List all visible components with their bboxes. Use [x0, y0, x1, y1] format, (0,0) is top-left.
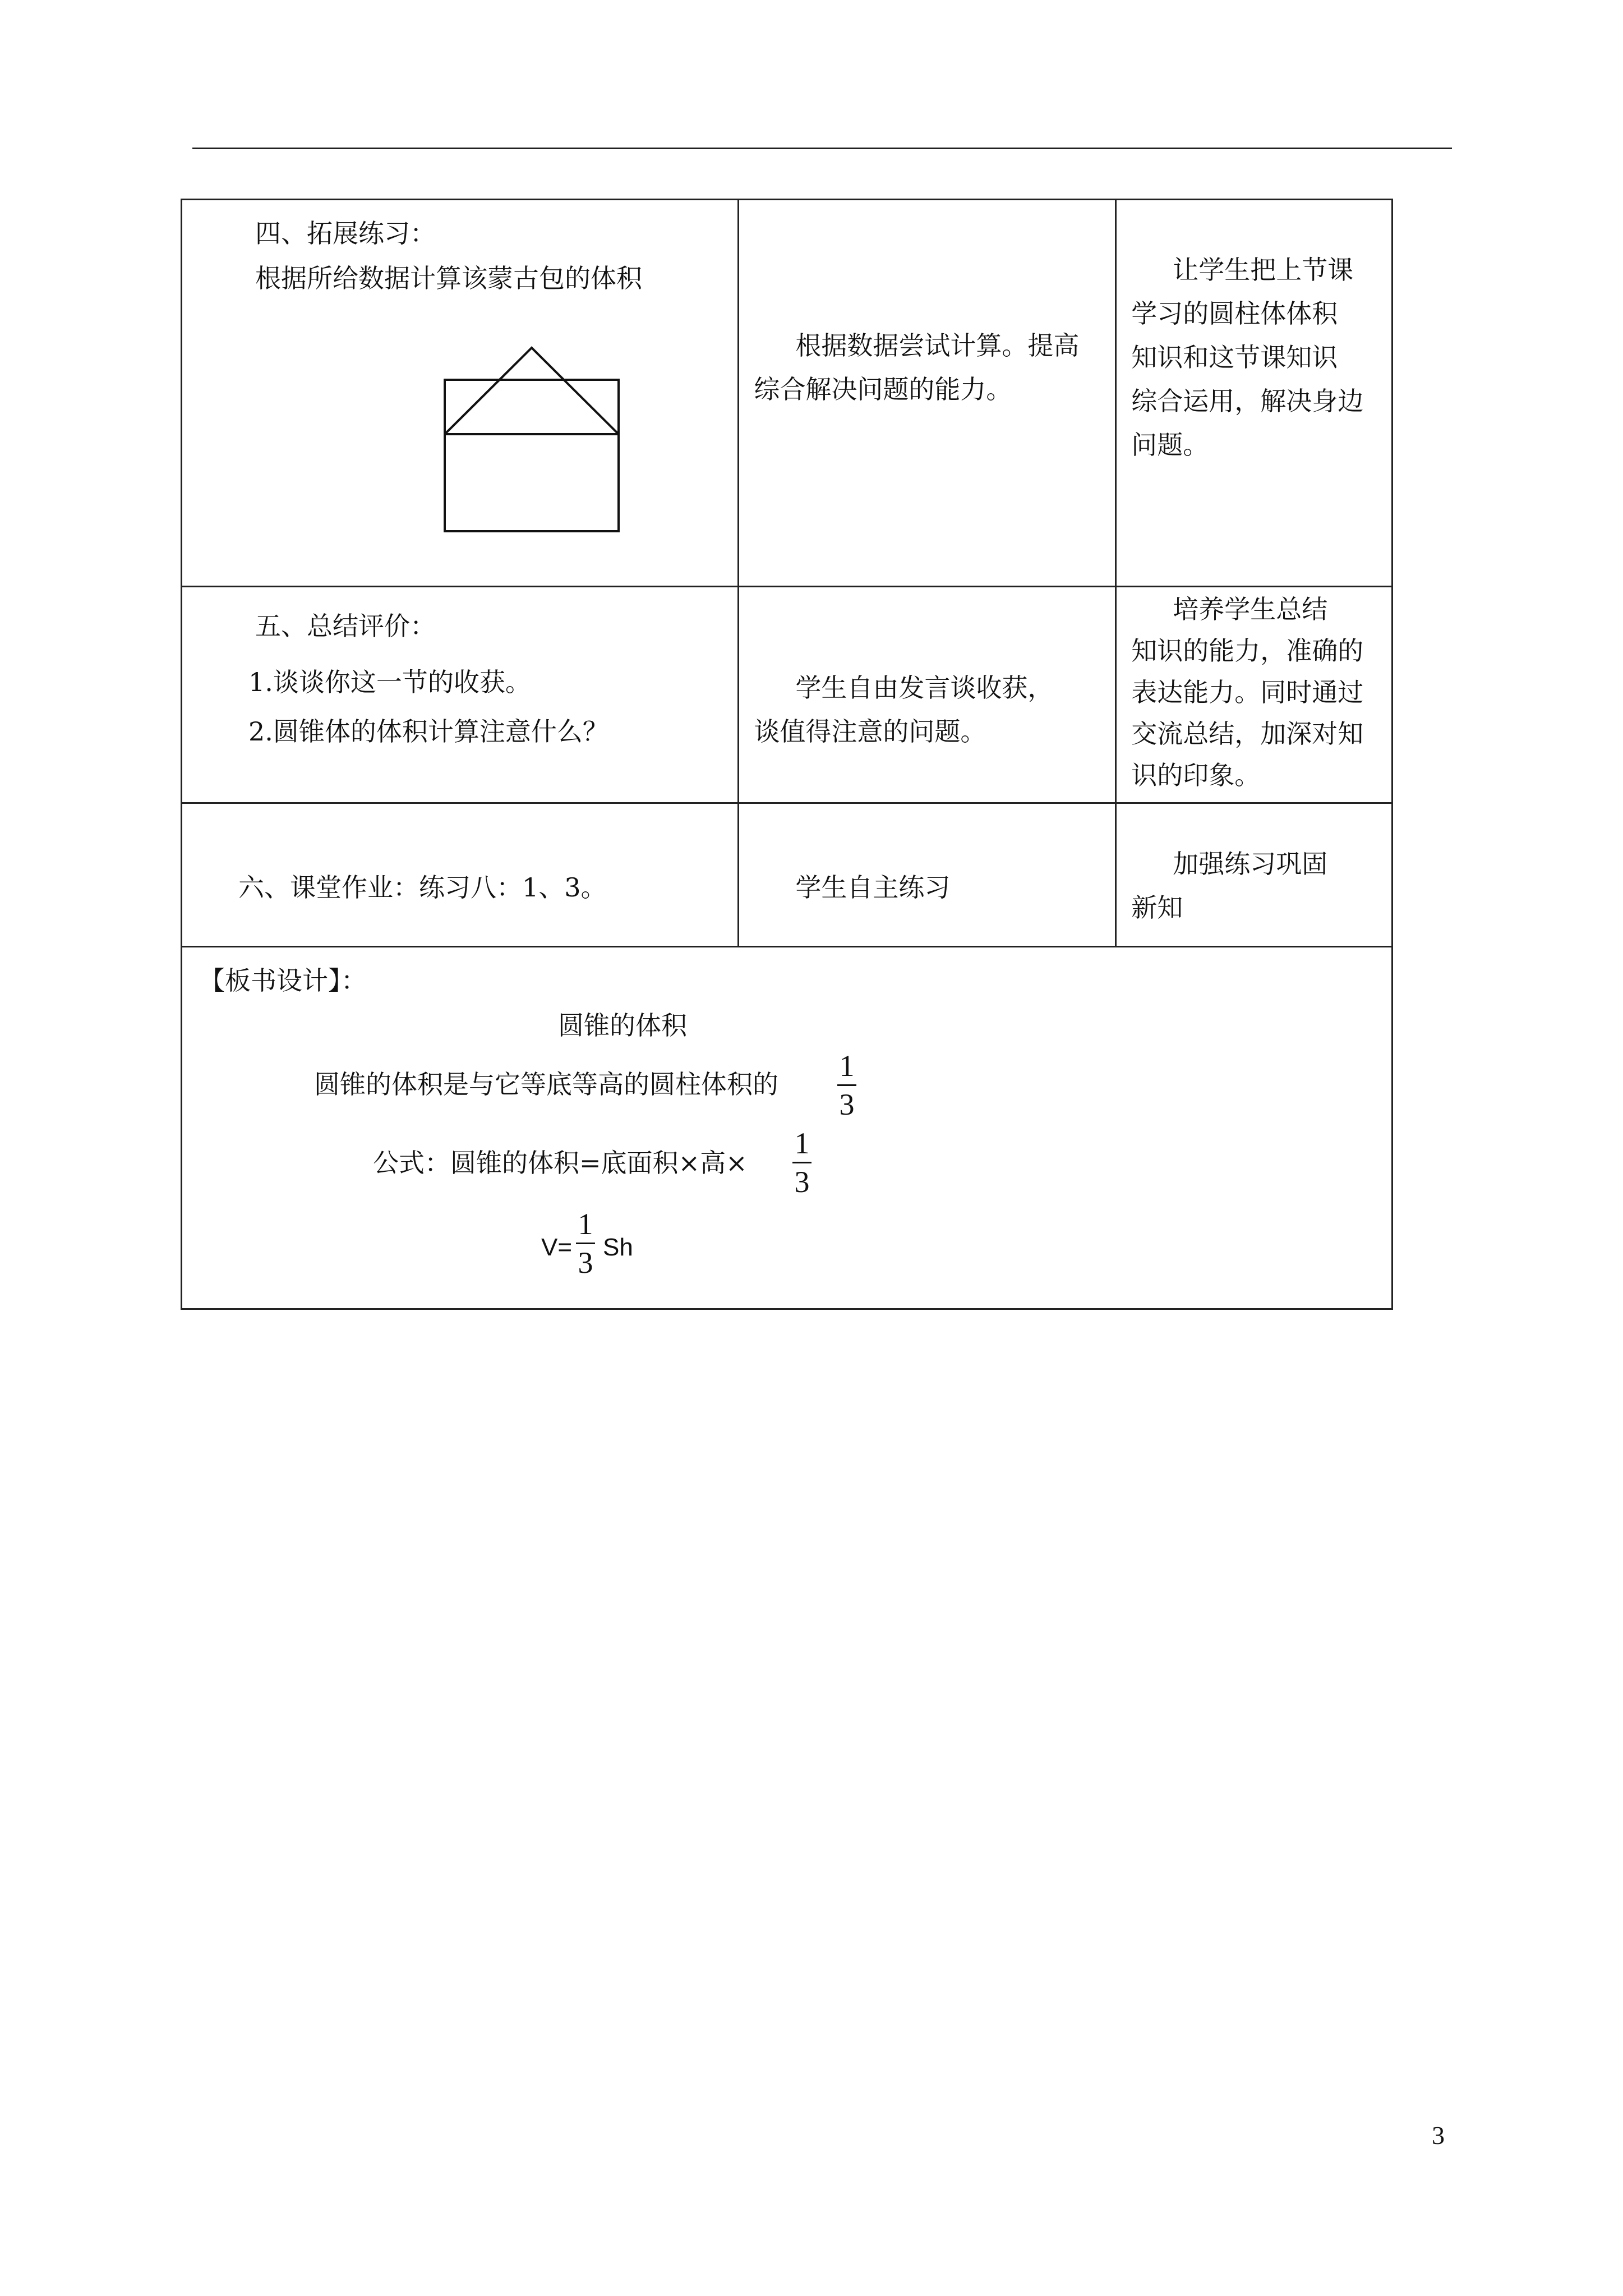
formula-fraction: [576, 1208, 595, 1279]
homework-student: 学生自主练习: [795, 872, 951, 903]
summary-item-1: 1.谈谈你这一节的收获。: [248, 667, 531, 697]
summary-student-line-1: 学生自由发言谈收获，: [795, 673, 1054, 703]
fraction-numerator: 1: [839, 1049, 855, 1083]
fraction-denominator: 3: [794, 1165, 810, 1199]
homework-intent-line-2: 新知: [1131, 892, 1183, 923]
cell-homework-activity: [182, 803, 739, 947]
cell-homework-student: [739, 803, 1116, 947]
board-line-2: 公式：圆锥的体积=底面积×高×: [373, 1148, 748, 1178]
formula-suffix: Sh: [603, 1234, 633, 1261]
cell-extension-student: [739, 200, 1116, 587]
fraction-bar: [576, 1243, 595, 1244]
extension-student-line-1: 根据数据尝试计算。提高: [795, 330, 1080, 361]
board-line-1-fraction: [837, 1050, 856, 1121]
extension-intent-line-5: 问题。: [1131, 430, 1209, 460]
summary-item-2: 2.圆锥体的体积计算注意什么？: [248, 716, 608, 747]
board-label: 【板书设计】：: [199, 965, 367, 996]
cell-summary-student: [739, 587, 1116, 803]
cell-summary-intent: [1116, 587, 1393, 803]
table-row-summary: [182, 587, 1393, 803]
fraction-bar: [792, 1162, 811, 1163]
homework-intent-line-1: 加强练习巩固: [1173, 849, 1328, 879]
extension-intent-line-3: 知识和这节课知识: [1131, 342, 1338, 372]
extension-student-line-2: 综合解决问题的能力。: [754, 374, 1012, 404]
cell-extension-intent: [1116, 200, 1393, 587]
extension-intent-line-4: 综合运用，解决身边: [1131, 386, 1364, 416]
header-rule: [192, 148, 1452, 149]
homework-text: 六、课堂作业：练习八：1、3。: [238, 872, 607, 903]
summary-intent-line-1: 培养学生总结: [1173, 594, 1328, 624]
summary-intent-line-5: 识的印象。: [1131, 760, 1261, 790]
table-row-board: [182, 947, 1393, 1309]
table-row-homework: [182, 803, 1393, 947]
summary-intent-line-2: 知识的能力，准确的: [1131, 636, 1364, 666]
fraction-bar: [837, 1084, 856, 1086]
extension-intent-line-2: 学习的圆柱体体积: [1131, 298, 1338, 329]
yurt-diagram: [443, 346, 623, 537]
fraction-denominator: 3: [839, 1088, 855, 1121]
yurt-frame: [445, 380, 619, 531]
fraction-numerator: 1: [794, 1126, 810, 1160]
cell-summary-activity: [182, 587, 739, 803]
fraction-denominator: 3: [578, 1246, 593, 1280]
lesson-table: [181, 199, 1393, 1310]
cell-board-design: [182, 947, 1393, 1309]
fraction-numerator: 1: [578, 1207, 593, 1241]
table-row-extension: [182, 200, 1393, 587]
cell-extension-activity: [182, 200, 739, 587]
page-number: 3: [1432, 2121, 1445, 2150]
extension-intent-line-1: 让学生把上节课: [1173, 255, 1354, 285]
board-line-1: 圆锥的体积是与它等底等高的圆柱体积的: [314, 1069, 778, 1099]
summary-student-line-2: 谈值得注意的问题。: [754, 716, 986, 747]
extension-prompt: 根据所给数据计算该蒙古包的体积: [255, 263, 642, 293]
summary-intent-line-4: 交流总结，加深对知: [1131, 719, 1364, 749]
cell-homework-intent: [1116, 803, 1393, 947]
summary-heading: 五、总结评价：: [255, 611, 436, 641]
yurt-roof: [445, 348, 619, 434]
board-line-2-fraction: [792, 1127, 811, 1198]
extension-heading: 四、拓展练习：: [255, 218, 436, 249]
formula-prefix: V=: [541, 1234, 573, 1261]
summary-intent-line-3: 表达能力。同时通过: [1131, 677, 1364, 707]
board-title: 圆锥的体积: [558, 1010, 687, 1041]
